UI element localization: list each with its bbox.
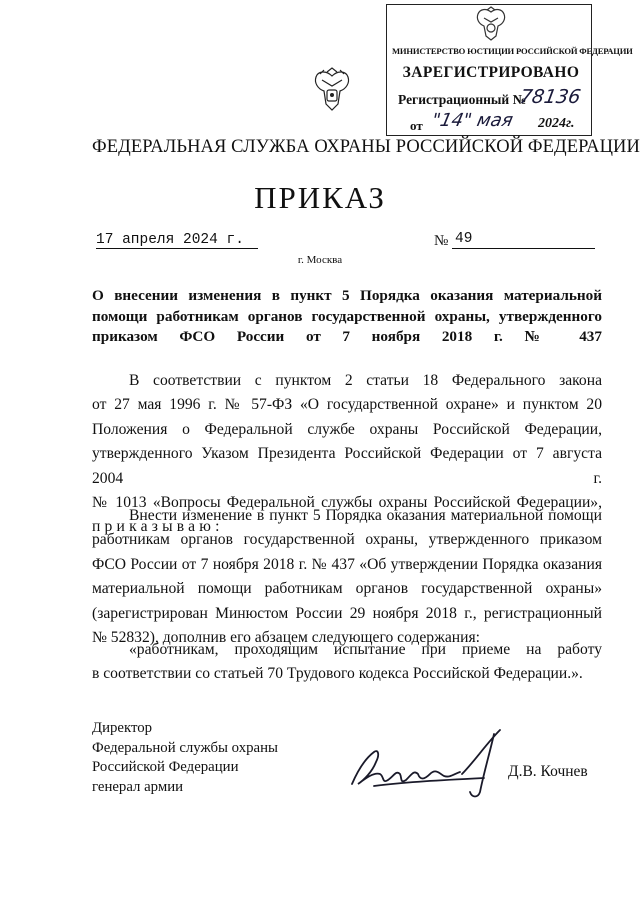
stamp-registered: ЗАРЕГИСТРИРОВАНО [402, 64, 580, 81]
stamp-year: 2024г. [538, 116, 575, 131]
position-line: генерал армии [92, 778, 184, 795]
order-subject: О внесении изменения в пункт 5 Порядка оказания материальной помощи работникам органов государственной охраны, утвержденного приказом ФСО России от 7 ноября 2018 г. № 437 [92, 287, 602, 345]
text-line: утвержденного Указом Президента Российской Федерации от 7 августа 2004 г. [92, 445, 602, 487]
stamp-regno: 78136 [518, 86, 583, 108]
text-line: Положения о Федеральной службе охраны Российской Федерации, [92, 420, 602, 438]
order-date: 17 апреля 2024 г. [96, 232, 244, 248]
stamp-ministry: МИНИСТЕРСТВО ЮСТИЦИИ РОССИЙСКОЙ ФЕДЕРАЦИИ [392, 46, 633, 56]
text-line: «работникам, проходящим испытание при приеме на работу [129, 641, 602, 658]
text-line: Внести изменение в пункт 5 Порядка оказания материальной помощи [129, 507, 602, 524]
position-line: Российской Федерации [92, 759, 239, 775]
paragraph-quote [92, 638, 602, 687]
stamp-date-label: от [410, 118, 423, 133]
position-line: Директор [92, 720, 153, 736]
date-underline [96, 248, 258, 249]
text-line: материальной помощи работникам органов государственной охраны» [92, 580, 602, 598]
city: г. Москва [297, 254, 343, 266]
state-emblem-icon [312, 66, 352, 114]
signer-name: Д.В. Кочнев [508, 763, 588, 780]
text-line: в соответствии со статьей 70 Трудового кодекса Российской Федерации.». [92, 665, 583, 683]
text-line: № 1013 «Вопросы Федеральной службы охраны Российской Федерации», [92, 494, 602, 512]
text-line: работникам органов государственной охраны, утвержденного приказом [92, 531, 602, 549]
signatory-position [92, 719, 278, 797]
order-number: 49 [455, 231, 473, 247]
text-line: В соответствии с пунктом 2 статьи 18 Федерального закона [129, 372, 602, 389]
document-title: ПРИКАЗ [254, 180, 386, 215]
order-verb: приказываю: [92, 518, 224, 536]
text-line: от 27 мая 1996 г. № 57-ФЗ «О государственной охране» и пунктом 20 [92, 396, 602, 414]
text-line: (зарегистрирован Минюстом России 29 ноября 2018 г., регистрационный [92, 604, 602, 622]
stamp-regno-label: Регистрационный № [398, 92, 527, 107]
order-number-label: № [434, 233, 449, 249]
agency-name: ФЕДЕРАЛЬНАЯ СЛУЖБА ОХРАНЫ РОССИЙСКОЙ ФЕДЕРАЦИИ [92, 137, 640, 157]
text-line: № 52832), дополнив его абзацем следующего содержания: [92, 629, 480, 647]
position-line: Федеральной службы охраны [92, 739, 278, 756]
handwritten-signature [344, 722, 524, 802]
paragraph-change [92, 504, 602, 650]
stamp-emblem-icon [470, 6, 512, 44]
stamp-date-handwritten: "14" мая [429, 110, 515, 131]
text-line: ФСО России от 7 ноября 2018 г. № 437 «Об утверждении Порядка оказания [92, 555, 602, 573]
number-underline [452, 248, 595, 249]
